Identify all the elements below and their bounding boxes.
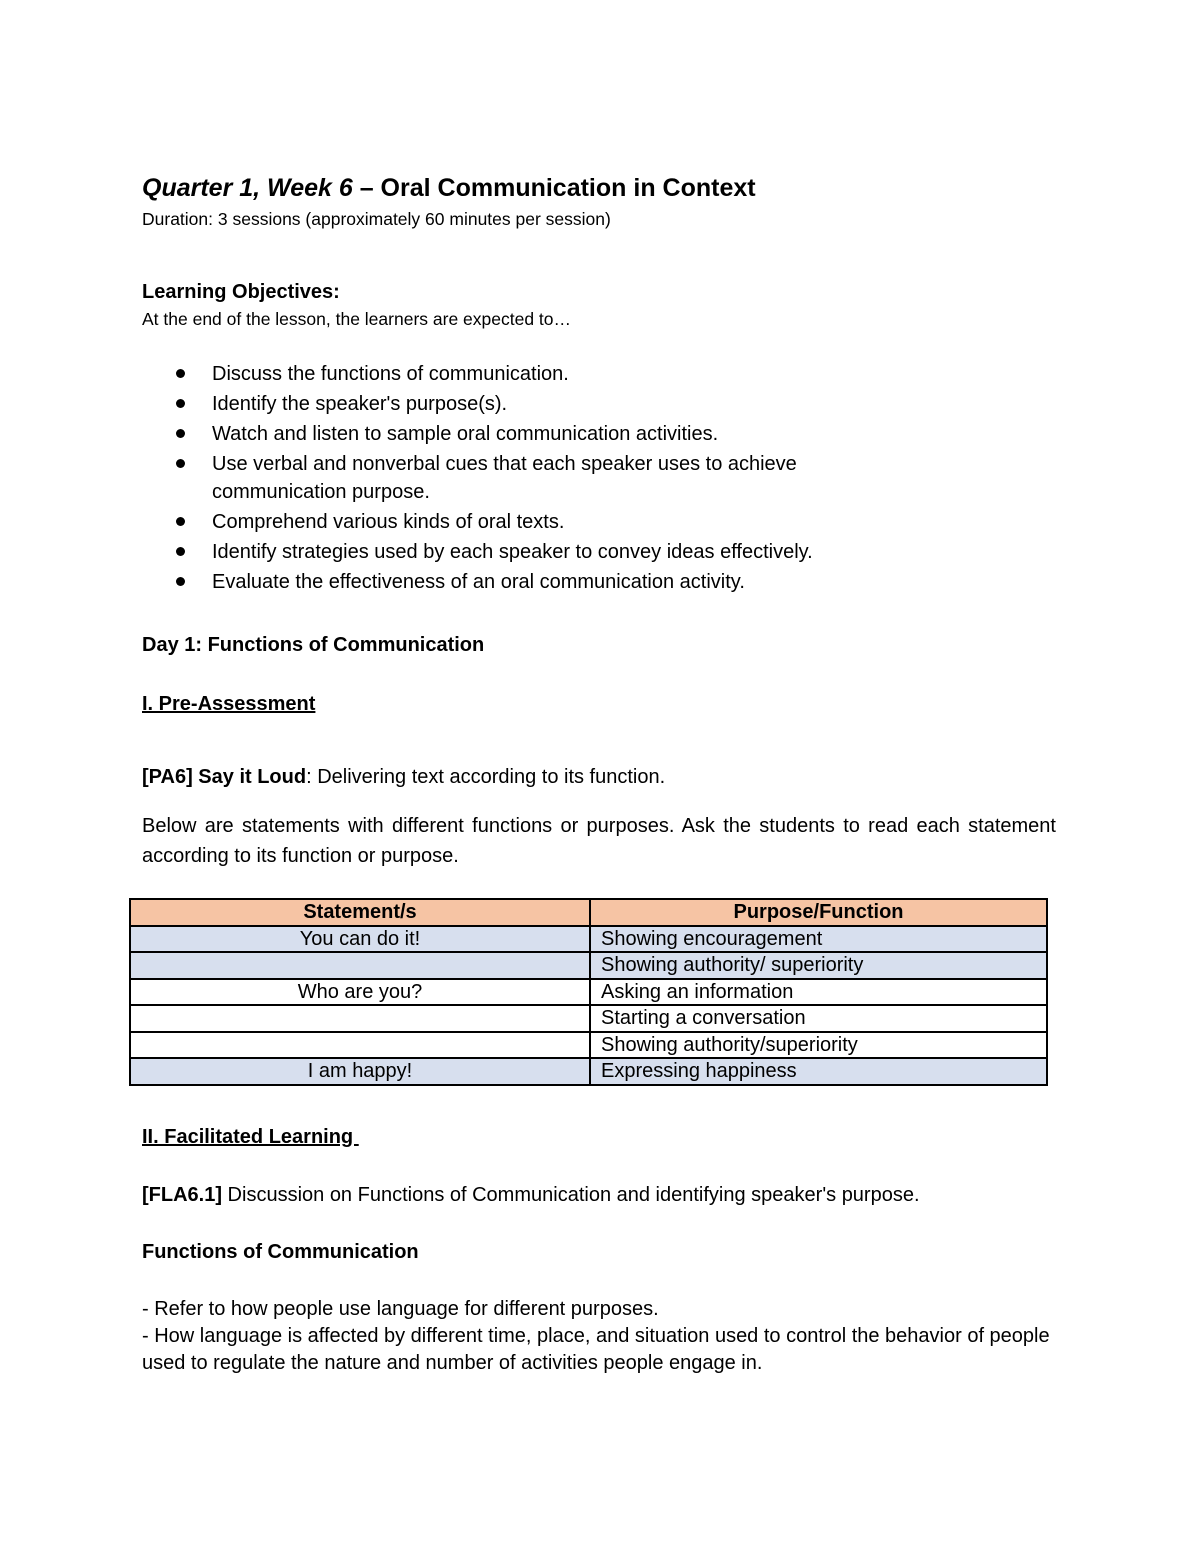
duration-text: Duration: 3 sessions (approximately 60 minutes per session) [142,209,611,229]
objectives-list [172,360,1072,598]
list-item [172,390,1072,418]
functions-heading: Functions of Communication [142,1241,419,1263]
facilitated-learning-heading: II. Facilitated Learning [142,1126,359,1148]
table-row [130,952,1047,979]
functions-notes [142,1296,1056,1377]
bullet-icon [176,429,185,438]
pre-assessment-heading: I. Pre-Assessment [142,693,316,715]
learning-objectives-heading: Learning Objectives: [142,281,340,303]
objective-text: Evaluate the effectiveness of an oral communication activity. [212,571,745,593]
purpose-cell: Starting a conversation [590,1005,1047,1032]
statement-cell [130,1032,590,1059]
list-item [172,420,1072,448]
statement-cell [130,1005,590,1032]
learning-objectives-intro: At the end of the lesson, the learners are expected to… [142,309,572,329]
column-header: Purpose/Function [590,899,1047,926]
objective-text: Discuss the functions of communication. [212,363,569,385]
note-line: - How language is affected by different time, place, and situation used to control the behavior of people used to regulate the nature and number of activities people engage in. [142,1325,1050,1374]
objective-text: Identify strategies used by each speaker to convey ideas effectively. [212,541,813,563]
fla-description: Discussion on Functions of Communication and identifying speaker's purpose. [222,1184,920,1206]
purpose-cell: Showing authority/ superiority [590,952,1047,979]
bullet-icon [176,369,185,378]
fla-activity-line [142,1184,920,1207]
bullet-icon [176,459,185,468]
title-subject: – Oral Communication in Context [352,174,756,202]
statement-cell: I am happy! [130,1058,590,1085]
note-line: - Refer to how people use language for different purposes. [142,1298,659,1320]
fla-tag: [FLA6.1] [142,1184,222,1206]
table-row [130,1005,1047,1032]
objective-text: Identify the speaker's purpose(s). [212,393,508,415]
page-title [142,174,756,203]
pa6-tag: [PA6] Say it Loud [142,766,307,788]
bullet-icon [176,399,185,408]
table-row [130,926,1047,953]
pa6-activity-line [142,766,665,789]
pa6-description: : Delivering text according to its function. [306,766,666,788]
objective-text: Watch and listen to sample oral communication activities. [212,423,719,445]
table-row [130,979,1047,1006]
statement-cell: You can do it! [130,926,590,953]
bullet-icon [176,577,185,586]
objective-text: Use verbal and nonverbal cues that each speaker uses to achieve communication purpose. [212,453,797,503]
list-item [172,360,1072,388]
statement-cell: Who are you? [130,979,590,1006]
list-item [172,568,1072,596]
bullet-icon [176,547,185,556]
statements-table [129,898,1048,1086]
table-row [130,1032,1047,1059]
purpose-cell: Showing encouragement [590,926,1047,953]
list-item [172,508,1072,536]
list-item [172,450,912,506]
objective-text: Comprehend various kinds of oral texts. [212,511,565,533]
column-header: Statement/s [130,899,590,926]
table-row [130,1058,1047,1085]
bullet-icon [176,517,185,526]
statement-cell [130,952,590,979]
list-item [172,538,1072,566]
purpose-cell: Asking an information [590,979,1047,1006]
title-quarter-week: Quarter 1, Week 6 [142,174,353,202]
activity-instructions: Below are statements with different functions or purposes. Ask the students to read each statement according to its function or purpose. [142,815,1056,867]
day1-heading: Day 1: Functions of Communication [142,634,485,656]
purpose-cell: Showing authority/superiority [590,1032,1047,1059]
table-header-row [130,899,1047,926]
purpose-cell: Expressing happiness [590,1058,1047,1085]
